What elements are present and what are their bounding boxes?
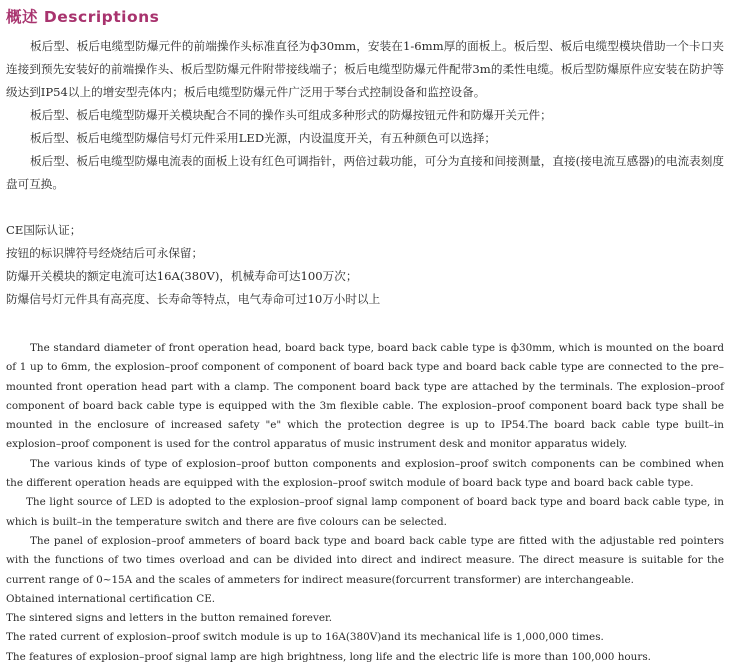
cn-paragraph: 板后型、板后电缆型防爆元件的前端操作头标准直径为ф30mm，安装在1-6mm厚的面板上。板后型、板后电缆型模块借助一个卡口夹连接到预先安装好的前端操作头、板后型防爆元件附带接线端子；板后电缆型防爆元件配带3m的柔性电缆。板后型防爆原件应安装在防护等级达到IP54以上的增安型壳体内；板后电缆型防爆元件广泛用于琴台式控制设备和监控设备。 xyxy=(6,39,724,99)
title-en: Descriptions xyxy=(43,8,160,26)
cn-paragraph: 板后型、板后电缆型防爆电流表的面板上设有红色可调指针，两倍过载功能，可分为直接和间接测量，直接(接电流互感器)的电流表刻度盘可互换。 xyxy=(6,154,724,191)
cn-note: 防爆信号灯元件具有高亮度、长寿命等特点，电气寿命可过10万小时以上 xyxy=(6,292,381,306)
en-paragraph: The standard diameter of front operation head, board back type, board back cable type is ф30mm, which is mounted on the board of 1 up to 6mm, the explosion–proof component of component of board back type and board back cable type are connected to the pre–mounted front operation head part with a clamp. The component board back type are attached by the terminals. The explosion–proof component of board back cable type is equipped with the 3m flexible cable. The explosion–proof component board back type shall be mounted in the enclosure of increased safety "e" which the protection degree is up to IP54.The board back cable type built–in explosion–proof component is used for the control apparatus of music instrument desk and monitor apparatus widely. xyxy=(6,342,724,451)
title-cn: 概述 xyxy=(6,8,39,26)
cn-note: CE国际认证； xyxy=(6,223,82,237)
cn-note: 防爆开关模块的额定电流可达16A(380V)，机械寿命可达100万次； xyxy=(6,269,358,283)
en-note: The sintered signs and letters in the button remained forever. xyxy=(6,612,333,625)
en-description-block xyxy=(6,339,724,667)
cn-feature-notes xyxy=(6,219,724,311)
en-paragraph: The panel of explosion–proof ammeters of board back type and board back cable type are fitted with the adjustable red pointers with the functions of two times overload and can be divided into direct and indirect measure. The direct measure is suitable for the current range of 0~15A and the scales of ammeters for indirect measure(forcurrent transformer) are interchangeable. xyxy=(6,534,724,586)
section-title xyxy=(6,5,159,27)
en-paragraph: The light source of LED is adopted to the explosion–proof signal lamp component of board back type and board back cable type, in which is built–in the temperature switch and there are five colours can be selected. xyxy=(6,496,724,528)
cn-paragraph: 板后型、板后电缆型防爆信号灯元件采用LED光源，内设温度开关，有五种颜色可以选择； xyxy=(30,131,497,145)
en-note: Obtained international certification CE. xyxy=(6,592,216,605)
en-paragraph: The various kinds of type of explosion–proof button components and explosion–proof switch components can be combined when the different operation heads are equipped with the explosion–proof switch module of board back type and board back cable type. xyxy=(6,457,724,490)
cn-note: 按钮的标识牌符号经烧结后可永保留； xyxy=(6,246,204,260)
cn-paragraph: 板后型、板后电缆型防爆开关模块配合不同的操作头可组成多种形式的防爆按钮元件和防爆开关元件； xyxy=(30,108,552,122)
en-note: The features of explosion–proof signal lamp are high brightness, long life and the electric life is more than 100,000 hours. xyxy=(6,650,651,663)
cn-description-block xyxy=(6,35,724,196)
en-note: The rated current of explosion–proof switch module is up to 16A(380V)and its mechanical life is 1,000,000 times. xyxy=(6,631,604,644)
